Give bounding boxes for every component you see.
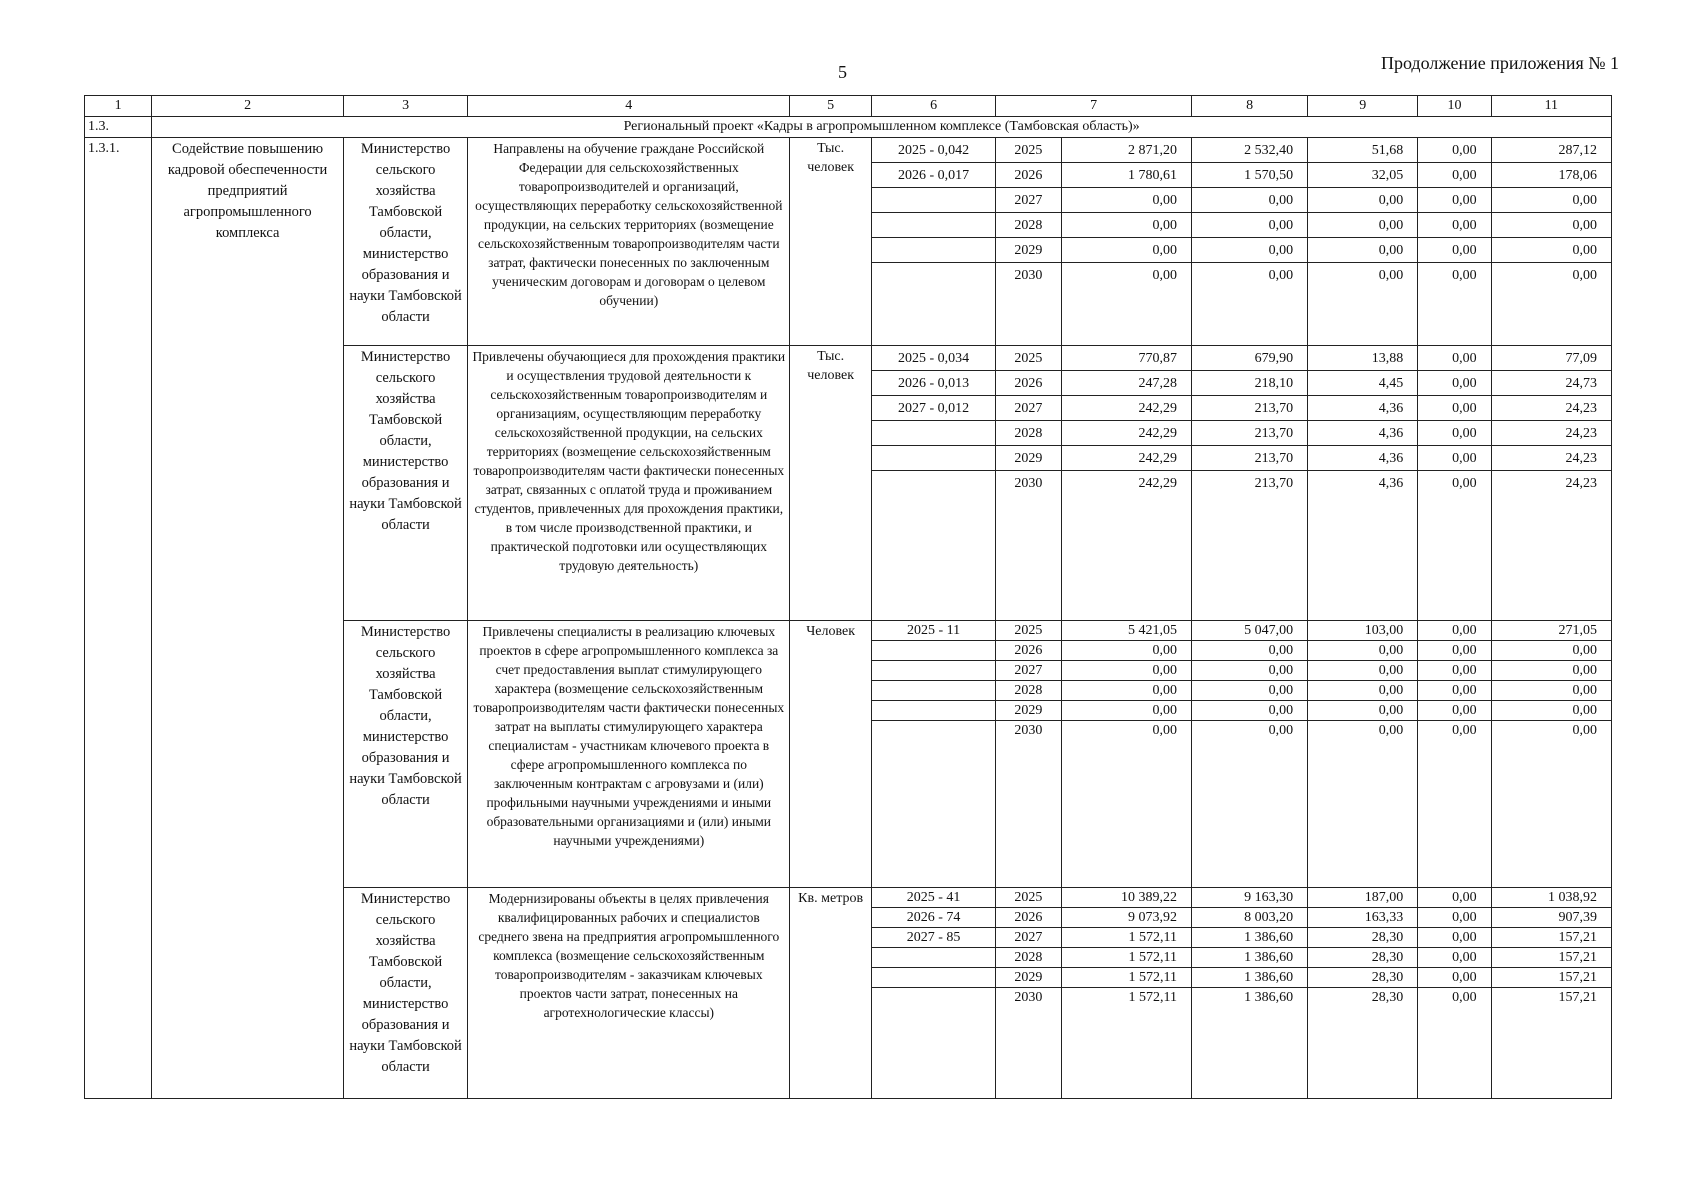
year-cell: 2025: [996, 888, 1060, 908]
appendix-continuation: Продолжение приложения № 1: [1380, 53, 1619, 73]
value-cell: 0,00: [1418, 396, 1490, 421]
value-cell: 0,00: [1492, 641, 1611, 661]
value-cell: 0,00: [1492, 661, 1611, 681]
value-cell: 2 532,40: [1192, 138, 1307, 163]
col-num-2: 2: [152, 96, 344, 117]
total-cell: 0,00: [1062, 238, 1191, 263]
year-cell: 2026: [996, 163, 1060, 188]
col-num-4: 4: [468, 96, 790, 117]
value-cell: 1 386,60: [1244, 990, 1294, 1005]
executor: Министерство сельского хозяйства Тамбовской области, министерство образования и науки Тамбовской области: [343, 621, 467, 888]
target-value: [872, 661, 995, 681]
value-cell: 28,30: [1308, 968, 1417, 988]
value-cell: 178,06: [1492, 163, 1611, 188]
total-cell: 0,00: [1062, 213, 1191, 238]
total-cell: 1 572,11: [1062, 928, 1191, 948]
result-description: Привлечены специалисты в реализацию ключевых проектов в сфере агропромышленного комплекса за счет предоставления выплат стимулирующего характера (возмещение сельскохозяйственным товаропроизводителям части фактически понесенных затрат на выплаты стимулирующего характера специалистам - участникам ключевого проекта в сфере агропромышленного комплекса по заключенным контрактам с агровузами и (или) профильными научными учреждениями и иными образовательными организациями и (или) иными научными учреждениями): [468, 621, 790, 888]
value-cell: 287,12: [1492, 138, 1611, 163]
year-cell: 2027: [996, 928, 1060, 948]
value-cell: 0,00: [1418, 238, 1490, 263]
year-cell: 2027: [996, 188, 1060, 213]
year-cell: 2025: [996, 621, 1060, 641]
target-value: [872, 421, 995, 446]
col-num-7: 7: [996, 96, 1192, 117]
value-cell: 213,70: [1192, 396, 1307, 421]
value-cell: 0,00: [1492, 188, 1611, 213]
value-cell: 0,00: [1572, 723, 1597, 738]
value-cell: 0,00: [1308, 661, 1417, 681]
value-cell: 218,10: [1192, 371, 1307, 396]
total-cell: 247,28: [1062, 371, 1191, 396]
value-cell: 24,73: [1492, 371, 1611, 396]
target-value: 2027 - 85: [872, 928, 995, 948]
value-cell: 0,00: [1308, 238, 1417, 263]
target-value: 2026 - 0,017: [872, 163, 995, 188]
value-cell: 0,00: [1572, 267, 1597, 283]
program-table: [84, 95, 1612, 1099]
total-cell: 2 871,20: [1062, 138, 1191, 163]
column-number-row: [85, 96, 1612, 117]
table-row: [85, 138, 1612, 346]
value-cell: 103,00: [1308, 621, 1417, 641]
value-cell: 77,09: [1492, 346, 1611, 371]
value-cell: 0,00: [1192, 188, 1307, 213]
year-cell: 2030: [1014, 723, 1043, 738]
value-cell: 213,70: [1192, 446, 1307, 471]
value-cell: 51,68: [1308, 138, 1417, 163]
value-cell: 0,00: [1418, 968, 1490, 988]
target-value: [872, 641, 995, 661]
value-cell: 0,00: [1452, 267, 1477, 283]
total-cell: 0,00: [1062, 701, 1191, 721]
value-cell: 213,70: [1254, 475, 1294, 491]
col-num-11: 11: [1491, 96, 1611, 117]
year-cell: 2025: [996, 346, 1060, 371]
year-cell: 2027: [996, 396, 1060, 421]
value-cell: 0,00: [1492, 701, 1611, 721]
year-cell: 2030: [1014, 267, 1043, 283]
value-cell: 24,23: [1492, 421, 1611, 446]
value-cell: 0,00: [1418, 681, 1490, 701]
value-cell: 1 386,60: [1192, 968, 1307, 988]
total-cell: 1 572,11: [1062, 968, 1191, 988]
value-cell: 4,36: [1308, 446, 1417, 471]
year-cell: 2028: [996, 421, 1060, 446]
value-cell: 157,21: [1492, 968, 1611, 988]
target-value: [872, 681, 995, 701]
value-cell: 0,00: [1192, 641, 1307, 661]
value-cell: 4,36: [1308, 421, 1417, 446]
unit: Человек: [790, 621, 872, 888]
executor: Министерство сельского хозяйства Тамбовской области, министерство образования и науки Тамбовской области: [343, 888, 467, 1099]
total-cell: 1 780,61: [1062, 163, 1191, 188]
value-cell: 32,05: [1308, 163, 1417, 188]
value-cell: 0,00: [1452, 723, 1477, 738]
year-cell: 2026: [996, 371, 1060, 396]
target-value: [872, 263, 995, 288]
value-cell: 8 003,20: [1192, 908, 1307, 928]
value-cell: 679,90: [1192, 346, 1307, 371]
result-description: Направлены на обучение граждане Российской Федерации для сельскохозяйственных товаропроизводителей и организаций, осуществляющих переработку сельскохозяйственной продукции, на сельских территориях (возмещение сельскохозяйственным товаропроизводителям части затрат, фактически понесенных по заключенным ученическим договорам и договорам о целевом обучении): [468, 138, 790, 346]
value-cell: 0,00: [1192, 661, 1307, 681]
year-cell: 2026: [996, 908, 1060, 928]
value-cell: 0,00: [1418, 188, 1490, 213]
target-value: [872, 238, 995, 263]
year-cell: 2029: [996, 238, 1060, 263]
target-value: [872, 188, 995, 213]
total-cell: 5 421,05: [1062, 621, 1191, 641]
year-cell: 2029: [996, 968, 1060, 988]
target-value: [872, 446, 995, 471]
value-cell: 0,00: [1418, 661, 1490, 681]
value-cell: 271,05: [1492, 621, 1611, 641]
value-cell: 0,00: [1418, 163, 1490, 188]
value-cell: 0,00: [1418, 908, 1490, 928]
value-cell: 0,00: [1418, 621, 1490, 641]
value-cell: 0,00: [1192, 213, 1307, 238]
value-cell: 24,23: [1565, 475, 1597, 491]
col-num-10: 10: [1418, 96, 1491, 117]
value-cell: 0,00: [1378, 723, 1404, 738]
value-cell: 24,23: [1492, 396, 1611, 421]
value-cell: 9 163,30: [1192, 888, 1307, 908]
value-cell: 907,39: [1492, 908, 1611, 928]
value-cell: 0,00: [1418, 213, 1490, 238]
total-cell: 0,00: [1062, 661, 1191, 681]
value-cell: 13,88: [1308, 346, 1417, 371]
value-cell: 0,00: [1418, 948, 1490, 968]
year-cell: 2027: [996, 661, 1060, 681]
value-cell: 1 386,60: [1192, 928, 1307, 948]
value-cell: 0,00: [1378, 267, 1404, 283]
target-value: [872, 948, 995, 968]
target-value: 2025 - 0,034: [872, 346, 995, 371]
value-cell: 4,45: [1308, 371, 1417, 396]
result-description: Модернизированы объекты в целях привлечения квалифицированных рабочих и специалистов среднего звена на предприятия агропромышленного комплекса (возмещение сельскохозяйственным товаропроизводителям - заказчикам ключевых проектов части затрат, понесенных на агротехнологические классы): [468, 888, 790, 1099]
value-cell: 187,00: [1308, 888, 1417, 908]
total-cell: 242,29: [1062, 421, 1191, 446]
value-cell: 0,00: [1418, 928, 1490, 948]
total-cell: 1 572,11: [1062, 948, 1191, 968]
value-cell: 0,00: [1308, 188, 1417, 213]
value-cell: 0,00: [1492, 238, 1611, 263]
target-value: 2026 - 0,013: [872, 371, 995, 396]
measure-name: Содействие повышению кадровой обеспеченности предприятий агропромышленного комплекса: [152, 138, 344, 1099]
value-cell: 0,00: [1418, 346, 1490, 371]
total-cell: 0,00: [1062, 188, 1191, 213]
total-cell: 242,29: [1062, 396, 1191, 421]
value-cell: 0,00: [1418, 701, 1490, 721]
value-cell: 0,00: [1452, 990, 1477, 1005]
year-cell: 2029: [996, 446, 1060, 471]
value-cell: 0,00: [1492, 213, 1611, 238]
value-cell: 1 386,60: [1192, 948, 1307, 968]
year-cell: 2028: [996, 948, 1060, 968]
year-cell: 2030: [1014, 990, 1043, 1005]
value-cell: 157,21: [1492, 948, 1611, 968]
target-value: [872, 213, 995, 238]
total-cell: 9 073,92: [1062, 908, 1191, 928]
value-cell: 0,00: [1268, 267, 1294, 283]
value-cell: 0,00: [1268, 723, 1294, 738]
total-cell: 0,00: [1062, 641, 1191, 661]
col-num-3: 3: [343, 96, 467, 117]
project-code: 1.3.: [85, 117, 152, 138]
target-value: 2025 - 41: [872, 888, 995, 908]
total-cell: 242,29: [1138, 475, 1177, 491]
total-cell: 242,29: [1062, 446, 1191, 471]
value-cell: 0,00: [1308, 213, 1417, 238]
value-cell: 0,00: [1452, 475, 1477, 491]
target-value: 2025 - 0,042: [872, 138, 995, 163]
col-num-8: 8: [1191, 96, 1307, 117]
total-cell: 0,00: [1152, 267, 1177, 283]
year-cell: 2029: [996, 701, 1060, 721]
unit: Тыс. человек: [790, 138, 872, 346]
target-value: [872, 968, 995, 988]
year-cell: 2030: [1014, 475, 1043, 491]
value-cell: 0,00: [1418, 371, 1490, 396]
value-cell: 0,00: [1192, 238, 1307, 263]
value-cell: 0,00: [1192, 681, 1307, 701]
value-cell: 0,00: [1492, 681, 1611, 701]
target-value: 2025 - 11: [872, 621, 995, 641]
value-cell: 213,70: [1192, 421, 1307, 446]
result-description: Привлечены обучающиеся для прохождения практики и осуществления трудовой деятельности к сельскохозяйственным товаропроизводителям и организациям, осуществляющим переработку сельскохозяйственной продукции, на сельских территориях (возмещение сельскохозяйственным товаропроизводителям части фактически понесенных затрат, связанных с оплатой труда и проживанием студентов, привлеченных для прохождения практики, в том числе производственной практики, и практической подготовки или осуществляющих трудовую деятельность): [468, 346, 790, 621]
year-cell: 2026: [996, 641, 1060, 661]
value-cell: 4,36: [1378, 475, 1404, 491]
year-cell: 2025: [996, 138, 1060, 163]
value-cell: 163,33: [1308, 908, 1417, 928]
value-cell: 1 570,50: [1192, 163, 1307, 188]
year-cell: 2028: [996, 681, 1060, 701]
value-cell: 0,00: [1308, 701, 1417, 721]
value-cell: 0,00: [1418, 446, 1490, 471]
target-value: [872, 701, 995, 721]
executor: Министерство сельского хозяйства Тамбовской области, министерство образования и науки Тамбовской области: [343, 138, 467, 346]
value-cell: 28,30: [1308, 928, 1417, 948]
value-cell: 24,23: [1492, 446, 1611, 471]
total-cell: 10 389,22: [1062, 888, 1191, 908]
total-cell: 0,00: [1062, 681, 1191, 701]
target-value: [872, 721, 995, 741]
value-cell: 0,00: [1418, 421, 1490, 446]
target-value: 2026 - 74: [872, 908, 995, 928]
executor: Министерство сельского хозяйства Тамбовской области, министерство образования и науки Тамбовской области: [343, 346, 467, 621]
unit: Кв. метров: [790, 888, 872, 1099]
value-cell: 157,21: [1492, 928, 1611, 948]
project-row: [85, 117, 1612, 138]
year-cell: 2028: [996, 213, 1060, 238]
total-cell: 0,00: [1152, 723, 1177, 738]
value-cell: 28,30: [1308, 948, 1417, 968]
value-cell: 157,21: [1558, 990, 1597, 1005]
value-cell: 4,36: [1308, 396, 1417, 421]
col-num-5: 5: [790, 96, 872, 117]
col-num-6: 6: [871, 96, 995, 117]
value-cell: 0,00: [1418, 138, 1490, 163]
project-title: Региональный проект «Кадры в агропромышленном комплексе (Тамбовская область)»: [152, 117, 1612, 138]
value-cell: 0,00: [1418, 641, 1490, 661]
value-cell: 0,00: [1418, 888, 1490, 908]
value-cell: 5 047,00: [1192, 621, 1307, 641]
value-cell: 28,30: [1371, 990, 1404, 1005]
col-num-9: 9: [1308, 96, 1418, 117]
target-value: [872, 988, 995, 1008]
measure-code: 1.3.1.: [85, 138, 152, 1099]
value-cell: 0,00: [1192, 701, 1307, 721]
total-cell: 1 572,11: [1128, 990, 1177, 1005]
target-value: 2027 - 0,012: [872, 396, 995, 421]
value-cell: 1 038,92: [1492, 888, 1611, 908]
value-cell: 0,00: [1308, 681, 1417, 701]
target-value: [872, 471, 995, 496]
value-cell: 0,00: [1308, 641, 1417, 661]
total-cell: 770,87: [1062, 346, 1191, 371]
col-num-1: 1: [85, 96, 152, 117]
unit: Тыс. человек: [790, 346, 872, 621]
page-number: 5: [838, 62, 847, 82]
